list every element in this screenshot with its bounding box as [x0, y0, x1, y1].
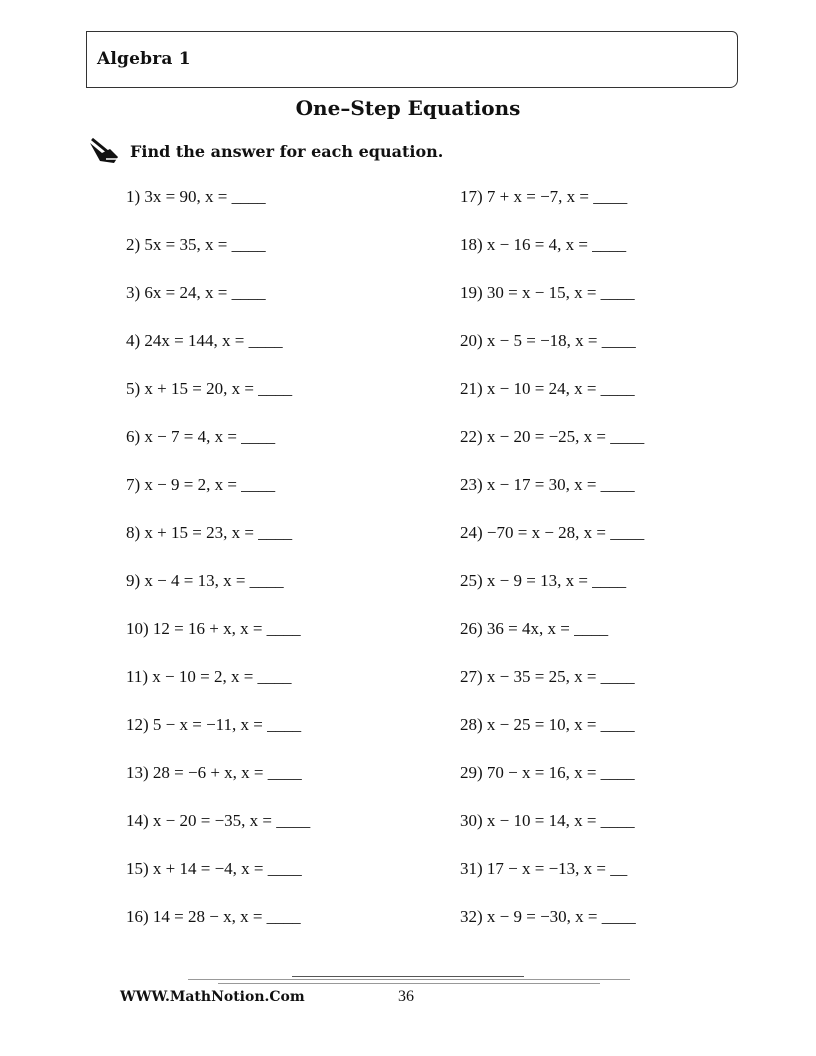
problem-item: 29) 70 − x = 16, x = ____ — [460, 763, 635, 782]
problem-item: 19) 30 = x − 15, x = ____ — [460, 283, 635, 302]
problem-item: 14) x − 20 = −35, x = ____ — [126, 811, 311, 830]
problem-item: 32) x − 9 = −30, x = ____ — [460, 907, 636, 926]
footer-divider — [292, 976, 524, 977]
footer-site: WWW.MathNotion.Com — [120, 989, 305, 1005]
problem-item: 10) 12 = 16 + x, x = ____ — [126, 619, 301, 638]
problem-item: 12) 5 − x = −11, x = ____ — [126, 715, 302, 734]
problem-item: 18) x − 16 = 4, x = ____ — [460, 235, 627, 254]
problem-item: 2) 5x = 35, x = ____ — [126, 235, 266, 254]
problem-item: 27) x − 35 = 25, x = ____ — [460, 667, 635, 686]
problem-item: 15) x + 14 = −4, x = ____ — [126, 859, 302, 878]
instruction-text: Find the answer for each equation. — [130, 141, 444, 161]
footer-divider — [188, 979, 630, 980]
problem-item: 3) 6x = 24, x = ____ — [126, 283, 266, 302]
instruction — [88, 137, 443, 165]
problem-item: 21) x − 10 = 24, x = ____ — [460, 379, 635, 398]
footer-divider — [218, 983, 600, 984]
problem-item: 9) x − 4 = 13, x = ____ — [126, 571, 284, 590]
problem-item: 22) x − 20 = −25, x = ____ — [460, 427, 645, 446]
page-number: 36 — [398, 988, 414, 1005]
problem-item: 13) 28 = −6 + x, x = ____ — [126, 763, 302, 782]
header-title: Algebra 1 — [97, 49, 191, 69]
problem-item: 8) x + 15 = 23, x = ____ — [126, 523, 293, 542]
problem-item: 20) x − 5 = −18, x = ____ — [460, 331, 636, 350]
problem-item: 26) 36 = 4x, x = ____ — [460, 619, 609, 638]
problem-item: 5) x + 15 = 20, x = ____ — [126, 379, 293, 398]
page-title: One–Step Equations — [295, 96, 521, 120]
problem-item: 7) x − 9 = 2, x = ____ — [126, 475, 276, 494]
problem-item: 6) x − 7 = 4, x = ____ — [126, 427, 276, 446]
problem-item: 23) x − 17 = 30, x = ____ — [460, 475, 635, 494]
problem-item: 28) x − 25 = 10, x = ____ — [460, 715, 635, 734]
header-box — [86, 31, 738, 88]
problem-item: 24) −70 = x − 28, x = ____ — [460, 523, 645, 542]
problem-item: 25) x − 9 = 13, x = ____ — [460, 571, 627, 590]
pencil-hand-icon — [88, 137, 124, 165]
problem-item: 1) 3x = 90, x = ____ — [126, 187, 266, 206]
problem-item: 30) x − 10 = 14, x = ____ — [460, 811, 635, 830]
problem-item: 4) 24x = 144, x = ____ — [126, 331, 283, 350]
problem-item: 16) 14 = 28 − x, x = ____ — [126, 907, 301, 926]
problem-item: 11) x − 10 = 2, x = ____ — [126, 667, 292, 686]
problem-item: 17) 7 + x = −7, x = ____ — [460, 187, 628, 206]
problem-item: 31) 17 − x = −13, x = __ — [460, 859, 628, 878]
